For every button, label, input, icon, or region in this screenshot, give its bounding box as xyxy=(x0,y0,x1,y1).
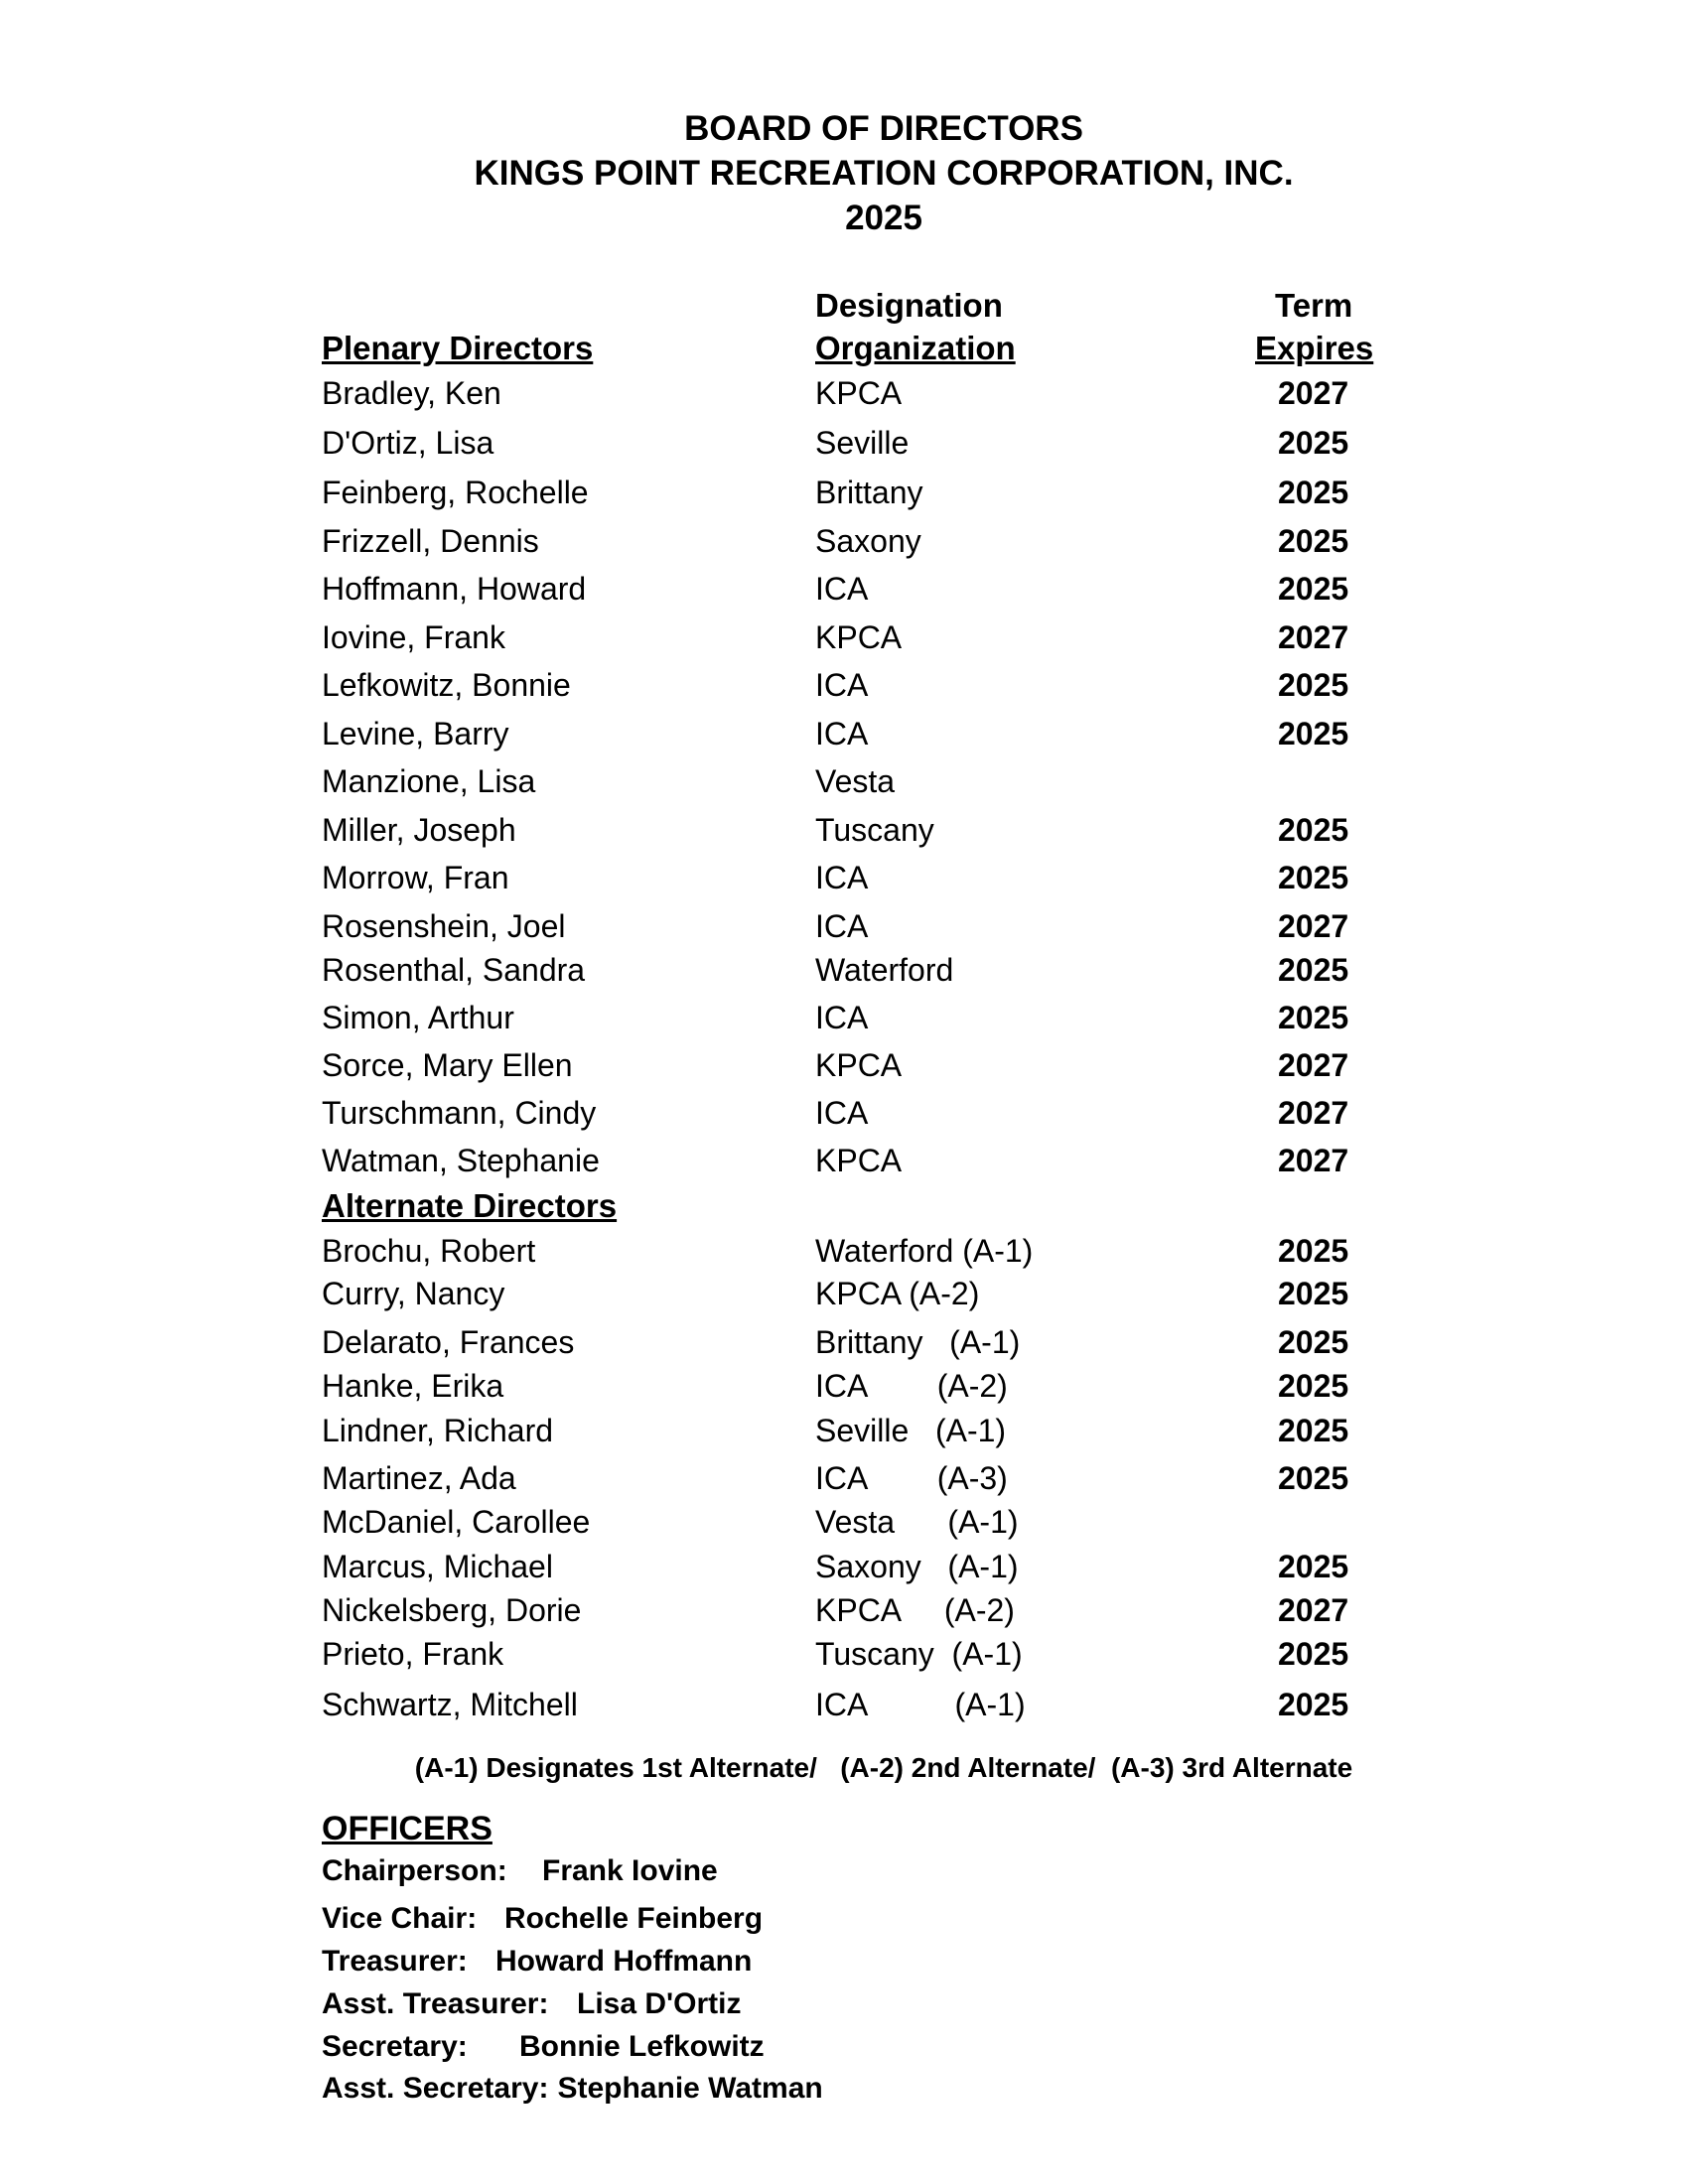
title-year: 2025 xyxy=(845,199,922,237)
term-expires: 2025 xyxy=(1278,952,1349,988)
plenary-director-row xyxy=(0,617,1688,663)
term-expires: 2025 xyxy=(1278,1413,1349,1448)
term-expires: 2025 xyxy=(1278,1233,1349,1269)
term-expires: 2027 xyxy=(1278,1095,1349,1131)
plenary-director-row xyxy=(0,998,1688,1043)
director-name: Prieto, Frank xyxy=(322,1636,504,1672)
term-expires: 2025 xyxy=(1278,1276,1349,1311)
designation-organization: Saxony xyxy=(815,523,921,559)
director-name: Hanke, Erika xyxy=(322,1368,504,1404)
term-expires: 2025 xyxy=(1278,425,1349,461)
officer-row xyxy=(322,2028,765,2066)
designation-organization: Seville (A-1) xyxy=(815,1413,1007,1448)
plenary-director-row xyxy=(0,906,1688,952)
term-expires: 2025 xyxy=(1278,1687,1349,1722)
director-name: Turschmann, Cindy xyxy=(322,1095,597,1131)
alternate-director-row xyxy=(0,1547,1688,1592)
director-name: Nickelsberg, Dorie xyxy=(322,1592,582,1628)
officer-name: Frank Iovine xyxy=(542,1854,718,1887)
alternate-heading: Alternate Directors xyxy=(322,1187,618,1224)
plenary-director-row xyxy=(0,950,1688,996)
director-name: Bradley, Ken xyxy=(322,375,501,411)
director-name: Delarato, Frances xyxy=(322,1324,575,1360)
director-name: Levine, Barry xyxy=(322,716,509,751)
director-name: Feinberg, Rochelle xyxy=(322,475,589,510)
director-name: Sorce, Mary Ellen xyxy=(322,1047,573,1083)
org-heading-line-2: Organization xyxy=(815,330,1016,366)
director-name: Lefkowitz, Bonnie xyxy=(322,667,571,703)
plenary-director-row xyxy=(0,1045,1688,1091)
alternate-director-row xyxy=(0,1634,1688,1680)
officer-row xyxy=(322,2070,823,2108)
designation-organization: Waterford (A-1) xyxy=(815,1233,1034,1269)
term-expires: 2027 xyxy=(1278,908,1349,944)
org-heading-line-1: Designation xyxy=(815,287,1003,324)
officer-role: Vice Chair: xyxy=(322,1902,478,1935)
plenary-director-row xyxy=(0,473,1688,518)
term-heading-line-2: Expires xyxy=(1255,330,1374,366)
designation-organization: Tuscany (A-1) xyxy=(815,1636,1023,1672)
term-expires: 2025 xyxy=(1278,475,1349,510)
plenary-director-row xyxy=(0,810,1688,856)
officer-row xyxy=(322,1985,742,2023)
plenary-director-row xyxy=(0,714,1688,759)
plenary-director-row xyxy=(0,569,1688,614)
term-expires: 2025 xyxy=(1278,1460,1349,1496)
director-name: Martinez, Ada xyxy=(322,1460,516,1496)
term-expires: 2025 xyxy=(1278,1636,1349,1672)
designation-organization: ICA xyxy=(815,1000,869,1035)
officer-name: Stephanie Watman xyxy=(557,2072,823,2105)
term-expires: 2025 xyxy=(1278,860,1349,895)
term-expires: 2025 xyxy=(1278,667,1349,703)
alternate-director-row xyxy=(0,1231,1688,1277)
officers-heading: OFFICERS xyxy=(322,1810,492,1847)
alternate-legend: (A-1) Designates 1st Alternate/ (A-2) 2nd Alternate/ (A-3) 3rd Alternate xyxy=(414,1752,1353,1783)
director-name: Miller, Joseph xyxy=(322,812,516,848)
term-expires: 2025 xyxy=(1278,812,1349,848)
plenary-director-row xyxy=(0,665,1688,711)
designation-organization: Waterford xyxy=(815,952,954,988)
designation-organization: ICA (A-3) xyxy=(815,1460,1008,1496)
director-name: D'Ortiz, Lisa xyxy=(322,425,494,461)
designation-organization: ICA xyxy=(815,860,869,895)
designation-organization: KPCA (A-2) xyxy=(815,1592,1015,1628)
officer-role: Asst. Secretary: xyxy=(322,2072,549,2105)
director-name: Lindner, Richard xyxy=(322,1413,554,1448)
designation-organization: KPCA xyxy=(815,1047,903,1083)
alternate-director-row xyxy=(0,1590,1688,1636)
designation-organization: ICA (A-2) xyxy=(815,1368,1008,1404)
designation-organization: Vesta xyxy=(815,763,896,799)
director-name: McDaniel, Carollee xyxy=(322,1504,591,1540)
term-expires: 2025 xyxy=(1278,1000,1349,1035)
title-line-2: KINGS POINT RECREATION CORPORATION, INC. xyxy=(474,154,1294,193)
term-expires: 2027 xyxy=(1278,1592,1349,1628)
designation-organization: KPCA xyxy=(815,619,903,655)
term-expires: 2025 xyxy=(1278,1549,1349,1584)
alternate-director-row xyxy=(0,1458,1688,1504)
director-name: Watman, Stephanie xyxy=(322,1143,600,1178)
officer-name: Lisa D'Ortiz xyxy=(577,1987,742,2020)
designation-organization: Tuscany xyxy=(815,812,934,848)
officer-name: Rochelle Feinberg xyxy=(504,1902,764,1935)
designation-organization: KPCA xyxy=(815,1143,903,1178)
plenary-director-row xyxy=(0,1141,1688,1186)
alternate-director-row xyxy=(0,1322,1688,1368)
alternate-director-row xyxy=(0,1274,1688,1319)
director-name: Marcus, Michael xyxy=(322,1549,553,1584)
officer-name: Howard Hoffmann xyxy=(495,1945,753,1978)
designation-organization: Saxony (A-1) xyxy=(815,1549,1019,1584)
officer-row xyxy=(322,1943,752,1980)
officer-role: Secretary: xyxy=(322,2030,468,2063)
officer-role: Asst. Treasurer: xyxy=(322,1987,549,2020)
designation-organization: ICA xyxy=(815,908,869,944)
designation-organization: Brittany (A-1) xyxy=(815,1324,1021,1360)
term-expires: 2025 xyxy=(1278,1368,1349,1404)
officer-role: Chairperson: xyxy=(322,1854,507,1887)
designation-organization: ICA xyxy=(815,571,869,607)
director-name: Frizzell, Dennis xyxy=(322,523,539,559)
designation-organization: Brittany xyxy=(815,475,923,510)
term-expires: 2025 xyxy=(1278,716,1349,751)
director-name: Rosenshein, Joel xyxy=(322,908,566,944)
alternate-director-row xyxy=(0,1502,1688,1548)
designation-organization: Seville xyxy=(815,425,910,461)
plenary-heading: Plenary Directors xyxy=(322,330,594,366)
plenary-director-row xyxy=(0,858,1688,903)
director-name: Morrow, Fran xyxy=(322,860,509,895)
officer-name: Bonnie Lefkowitz xyxy=(519,2030,765,2063)
term-expires: 2025 xyxy=(1278,523,1349,559)
term-expires: 2027 xyxy=(1278,1047,1349,1083)
officer-row xyxy=(322,1852,718,1890)
alternate-director-row xyxy=(0,1685,1688,1730)
designation-organization: ICA xyxy=(815,1095,869,1131)
plenary-director-row xyxy=(0,373,1688,419)
designation-organization: ICA (A-1) xyxy=(815,1687,1026,1722)
designation-organization: KPCA (A-2) xyxy=(815,1276,980,1311)
title-line-1: BOARD OF DIRECTORS xyxy=(684,109,1083,148)
designation-organization: ICA xyxy=(815,667,869,703)
plenary-director-row xyxy=(0,761,1688,807)
term-expires: 2027 xyxy=(1278,375,1349,411)
alternate-director-row xyxy=(0,1411,1688,1456)
term-expires: 2025 xyxy=(1278,571,1349,607)
term-expires: 2025 xyxy=(1278,1324,1349,1360)
designation-organization: Vesta (A-1) xyxy=(815,1504,1019,1540)
director-name: Rosenthal, Sandra xyxy=(322,952,586,988)
term-expires: 2027 xyxy=(1278,619,1349,655)
director-name: Simon, Arthur xyxy=(322,1000,514,1035)
officer-role: Treasurer: xyxy=(322,1945,468,1978)
director-name: Curry, Nancy xyxy=(322,1276,505,1311)
designation-organization: KPCA xyxy=(815,375,903,411)
director-name: Brochu, Robert xyxy=(322,1233,536,1269)
director-name: Schwartz, Mitchell xyxy=(322,1687,578,1722)
plenary-director-row xyxy=(0,1093,1688,1139)
plenary-director-row xyxy=(0,521,1688,567)
director-name: Hoffmann, Howard xyxy=(322,571,587,607)
director-name: Manzione, Lisa xyxy=(322,763,536,799)
alternate-director-row xyxy=(0,1366,1688,1412)
officer-row xyxy=(322,1900,763,1938)
plenary-director-row xyxy=(0,423,1688,469)
term-heading-line-1: Term xyxy=(1275,287,1353,324)
term-expires: 2027 xyxy=(1278,1143,1349,1178)
designation-organization: ICA xyxy=(815,716,869,751)
director-name: Iovine, Frank xyxy=(322,619,505,655)
